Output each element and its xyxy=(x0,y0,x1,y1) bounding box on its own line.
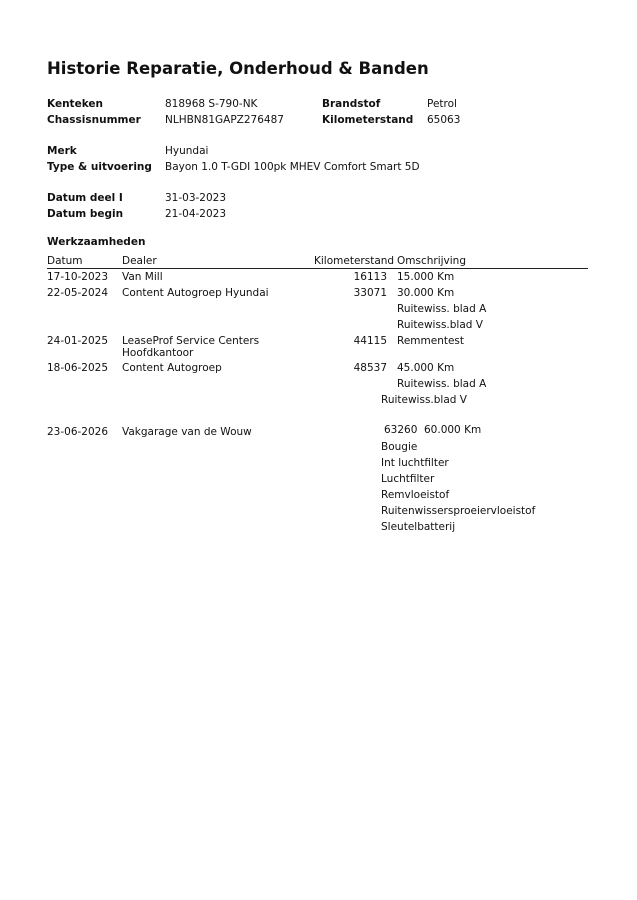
row-5-item-5: Remvloeistof xyxy=(381,489,450,501)
datum-deel-label: Datum deel I xyxy=(47,192,123,204)
km-value: 65063 xyxy=(427,114,461,126)
row-4-item-3: Ruitewiss.blad V xyxy=(381,394,467,406)
row-1-datum: 17-10-2023 xyxy=(47,271,109,283)
header-dealer: Dealer xyxy=(122,255,157,267)
row-5-datum: 23-06-2026 xyxy=(47,426,109,438)
row-4-item-1: 45.000 Km xyxy=(397,362,455,374)
row-5-item-1: 60.000 Km xyxy=(424,424,482,436)
row-1-dealer: Van Mill xyxy=(122,271,163,283)
row-5-item-6: Ruitenwissersproeiervloeistof xyxy=(381,505,536,517)
row-5-km: 63260 xyxy=(384,424,418,436)
row-4-dealer: Content Autogroep xyxy=(122,362,222,374)
kenteken-value: 818968 S-790-NK xyxy=(165,98,258,110)
row-1-item-1: 15.000 Km xyxy=(397,271,455,283)
row-3-datum: 24-01-2025 xyxy=(47,335,109,347)
row-2-item-2: Ruitewiss. blad A xyxy=(397,303,487,315)
row-4-item-2: Ruitewiss. blad A xyxy=(397,378,487,390)
row-5-dealer: Vakgarage van de Wouw xyxy=(122,426,252,438)
header-datum: Datum xyxy=(47,255,83,267)
type-value: Bayon 1.0 T-GDI 100pk MHEV Comfort Smart 5D xyxy=(165,161,420,173)
merk-value: Hyundai xyxy=(165,145,209,157)
merk-label: Merk xyxy=(47,145,77,157)
row-2-datum: 22-05-2024 xyxy=(47,287,109,299)
row-5-item-2: Bougie xyxy=(381,441,418,453)
row-3-dealer: LeaseProf Service Centers xyxy=(122,335,260,347)
datum-deel-value: 31-03-2023 xyxy=(165,192,227,204)
header-rule xyxy=(47,268,588,269)
kenteken-label: Kenteken xyxy=(47,98,103,110)
row-2-item-3: Ruitewiss.blad V xyxy=(397,319,483,331)
datum-begin-label: Datum begin xyxy=(47,208,124,220)
brandstof-label: Brandstof xyxy=(322,98,381,110)
row-4-km: 48537 xyxy=(353,362,387,374)
row-4-datum: 18-06-2025 xyxy=(47,362,109,374)
row-5-item-3: Int luchtfilter xyxy=(381,457,449,469)
chassis-label: Chassisnummer xyxy=(47,114,141,126)
km-label: Kilometerstand xyxy=(322,114,414,126)
page-title: Historie Reparatie, Onderhoud & Banden xyxy=(47,59,429,78)
header-km: Kilometerstand xyxy=(314,255,395,267)
type-label: Type & uitvoering xyxy=(47,161,152,173)
header-omschrijving: Omschrijving xyxy=(397,255,466,267)
chassis-value: NLHBN81GAPZ276487 xyxy=(165,114,284,126)
brandstof-value: Petrol xyxy=(427,98,457,110)
werk-heading: Werkzaamheden xyxy=(47,236,146,248)
row-3-km: 44115 xyxy=(353,335,387,347)
datum-begin-value: 21-04-2023 xyxy=(165,208,227,220)
row-2-dealer: Content Autogroep Hyundai xyxy=(122,287,269,299)
row-1-km: 16113 xyxy=(353,271,387,283)
row-2-km: 33071 xyxy=(353,287,387,299)
row-5-item-7: Sleutelbatterij xyxy=(381,521,456,533)
row-5-item-4: Luchtfilter xyxy=(381,473,435,485)
row-3-item-1: Remmentest xyxy=(397,335,465,347)
row-2-item-1: 30.000 Km xyxy=(397,287,455,299)
row-3-dealer-line-2: Hoofdkantoor xyxy=(122,347,194,359)
